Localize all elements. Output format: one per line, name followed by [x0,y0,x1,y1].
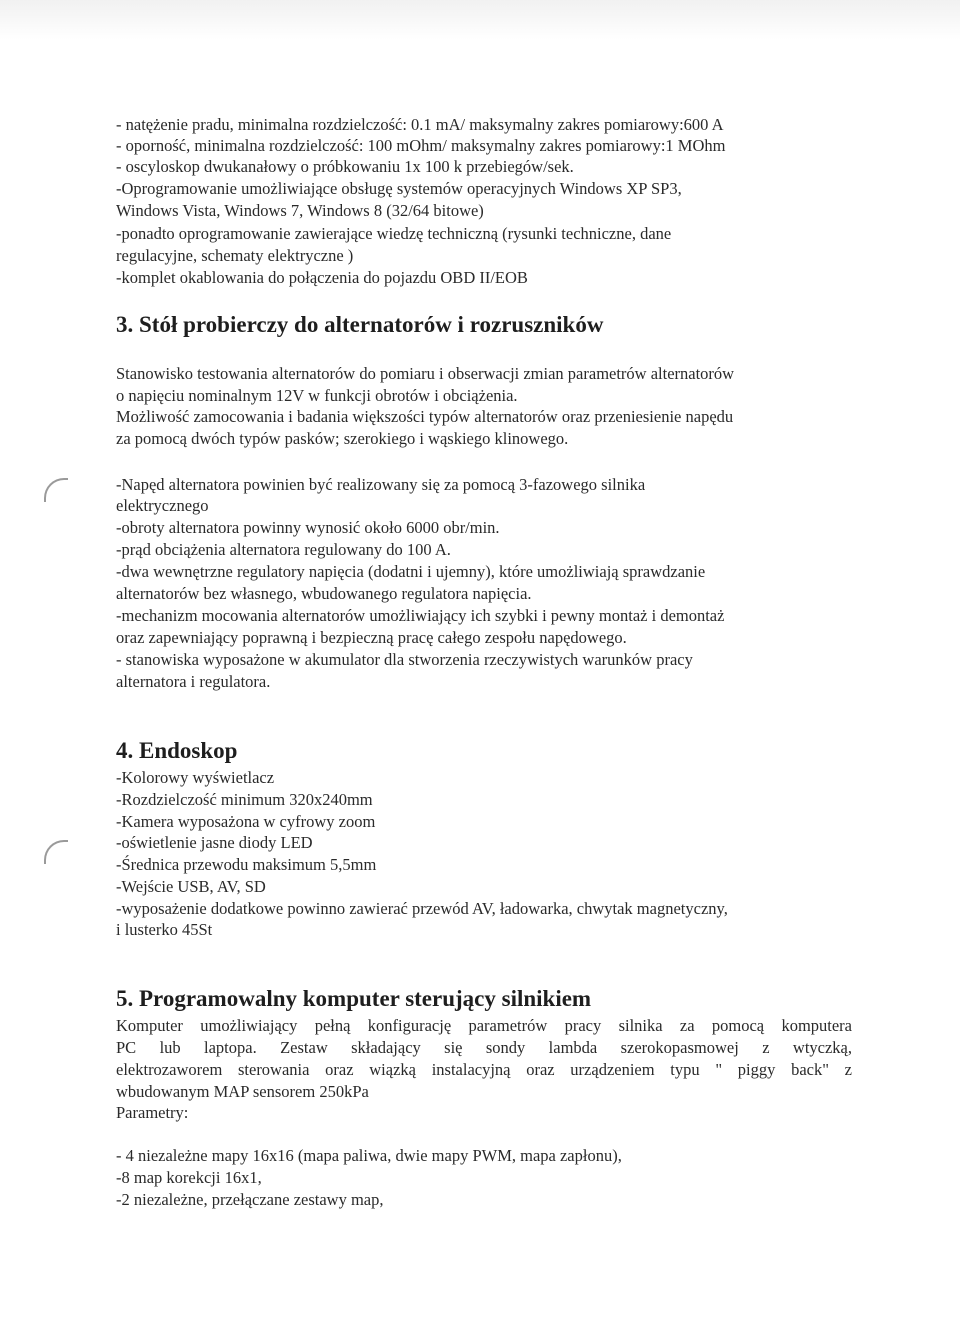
section-heading: 3. Stół probierczy do alternatorów i rozruszników [116,312,604,337]
spec-line: -prąd obciążenia alternatora regulowany do 100 A. [116,540,451,559]
paragraph-line: Komputer umożliwiający pełną konfigurację parametrów pracy silnika za pomocą komputera [116,1016,852,1035]
spec-line: -Kolorowy wyświetlacz [116,768,275,787]
spec-line: -Średnica przewodu maksimum 5,5mm [116,855,377,874]
spec-line: - oporność, minimalna rozdzielczość: 100 mOhm/ maksymalny zakres pomiarowy:1 MOhm [116,136,726,155]
spec-line: -oświetlenie jasne diody LED [116,833,313,852]
spec-line: alternatorów bez własnego, wbudowanego regulatora napięcia. [116,584,532,603]
scan-shadow [0,0,960,40]
spec-line: - stanowiska wyposażone w akumulator dla stworzenia rzeczywistych warunków pracy [116,650,693,669]
spec-line: -mechanizm mocowania alternatorów umożliwiający ich szybki i pewny montaż i demontaż [116,606,725,625]
spec-line: Windows Vista, Windows 7, Windows 8 (32/64 bitowe) [116,201,484,220]
spec-line: - oscyloskop dwukanałowy o próbkowaniu 1x 100 k przebiegów/sek. [116,157,574,176]
spec-line: -2 niezależne, przełączane zestawy map, [116,1190,384,1209]
spec-line: i lusterko 45St [116,920,213,939]
spec-line: -Napęd alternatora powinien być realizowany się za pomocą 3-fazowego silnika [116,475,646,494]
spec-line: -8 map korekcji 16x1, [116,1168,262,1187]
paragraph-line: elektrozaworem sterowania oraz wiązką instalacyjną oraz urządzeniem typu " piggy back" z [116,1060,852,1079]
spec-line: - 4 niezależne mapy 16x16 (mapa paliwa, dwie mapy PWM, mapa zapłonu), [116,1146,622,1165]
paragraph-line: Możliwość zamocowania i badania większości typów alternatorów oraz przeniesienie napędu [116,407,734,426]
spec-line: elektrycznego [116,496,209,515]
spec-line: -wyposażenie dodatkowe powinno zawierać przewód AV, ładowarka, chwytak magnetyczny, [116,899,728,918]
paragraph-line: PC lub laptopa. Zestaw składający się sondy lambda szerokopasmowej z wtyczką, [116,1038,852,1057]
spec-line: -komplet okablowania do połączenia do pojazdu OBD II/EOB [116,268,528,287]
section-heading: 4. Endoskop [116,738,238,763]
paragraph-line: wbudowanym MAP sensorem 250kPa [116,1082,369,1101]
spec-line: -ponadto oprogramowanie zawierające wiedzę techniczną (rysunki techniczne, dane [116,224,672,243]
spec-line: -Wejście USB, AV, SD [116,877,266,896]
paragraph-line: za pomocą dwóch typów pasków; szerokiego i wąskiego klinowego. [116,429,569,448]
spec-line: regulacyjne, schematy elektryczne ) [116,246,354,265]
spec-line: - natężenie pradu, minimalna rozdzielczość: 0.1 mA/ maksymalny zakres pomiarowy:600 A [116,115,724,134]
punch-hole-mark [44,840,68,864]
spec-line: -Rozdzielczość minimum 320x240mm [116,790,373,809]
section-heading: 5. Programowalny komputer sterujący silnikiem [116,986,592,1011]
spec-line: -Oprogramowanie umożliwiające obsługę systemów operacyjnych Windows XP SP3, [116,179,682,198]
paragraph-line: Parametry: [116,1103,189,1122]
spec-line: -dwa wewnętrzne regulatory napięcia (dodatni i ujemny), które umożliwiają sprawdzanie [116,562,706,581]
spec-line: alternatora i regulatora. [116,672,271,691]
paragraph-line: o napięciu nominalnym 12V w funkcji obrotów i obciążenia. [116,386,518,405]
punch-hole-mark [44,478,68,502]
spec-line: -Kamera wyposażona w cyfrowy zoom [116,812,376,831]
paragraph-line: Stanowisko testowania alternatorów do pomiaru i obserwacji zmian parametrów alternatorów [116,364,735,383]
spec-line: -obroty alternatora powinny wynosić około 6000 obr/min. [116,518,500,537]
spec-line: oraz zapewniający poprawną i bezpieczną pracę całego zespołu napędowego. [116,628,627,647]
